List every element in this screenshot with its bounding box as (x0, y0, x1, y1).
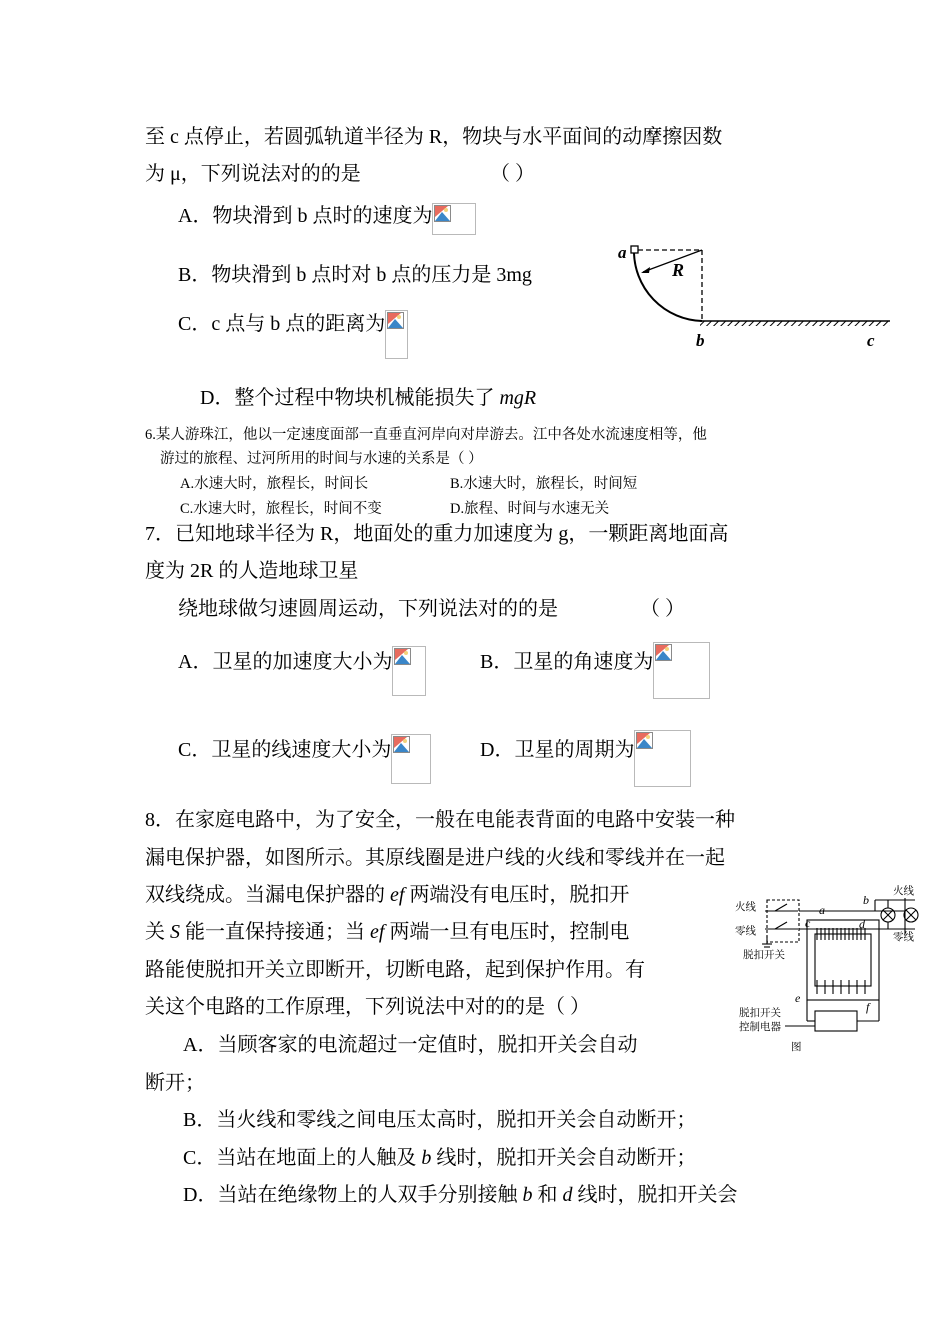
q7-option-d-text: D．卫星的周期为 (480, 739, 635, 761)
q8-option-a-line1: A．当顾客家的电流超过一定值时，脱扣开关会自动 (183, 1034, 638, 1056)
q8-option-d-rest: 线时，脱扣开关会 (572, 1184, 738, 1206)
q7-line2: 度为 2R 的人造地球卫星 (145, 560, 359, 582)
q8-line1: 8．在家庭电路中，为了安全，一般在电能表背面的电路中安装一种 (145, 809, 735, 831)
q8-line6: 关这个电路的工作原理，下列说法中对的的是（ ） (145, 996, 590, 1018)
block (631, 246, 638, 253)
q8-line3-b: 两端没有电压时，脱扣开 (404, 884, 630, 906)
broken-image-icon (655, 644, 672, 661)
q6-option-c: C.水速大时，旅程长，时间不变 (180, 501, 382, 517)
broken-image-icon (434, 205, 451, 222)
q8-option-c-a: C．当站在地面上的人触及 (183, 1147, 422, 1169)
q7-option-a-text: A．卫星的加速度大小为 (178, 651, 393, 673)
formula-image (391, 734, 431, 784)
q5-option-c-text: C．c 点与 b 点的距离为 (178, 313, 386, 335)
q8-line4-S: S (170, 921, 180, 943)
q5-option-d (200, 386, 536, 410)
q7-option-c (178, 738, 431, 784)
broken-image-icon (636, 732, 653, 749)
formula-image (653, 642, 710, 699)
label-c: c (867, 331, 875, 350)
q7-option-a (178, 650, 426, 696)
formula-image (432, 203, 476, 235)
q7-line1: 7．已知地球半径为 R，地面处的重力加速度为 g，一颗距离地面高 (145, 523, 729, 545)
q8-option-d-and: 和 (532, 1184, 563, 1206)
q8-option-a-line2: 断开； (145, 1072, 205, 1094)
q8-option-c-rest: 线时，脱扣开关会自动断开； (431, 1147, 697, 1169)
q5-option-d-italic: mgR (499, 387, 537, 409)
q7-option-d (480, 738, 691, 787)
q8-line4-b: 能一直保持接通；当 (180, 921, 370, 943)
q6-line1: 6.某人游珠江，他以一定速度面部一直垂直河岸向对岸游去。江中各处水流速度相等，他 (145, 427, 707, 443)
q8-option-d (183, 1183, 737, 1207)
label-a: a (618, 243, 627, 262)
q8-option-d-b: b (522, 1184, 533, 1206)
label-huoxian-right: 火线 (893, 886, 914, 897)
q8-line3 (145, 883, 629, 907)
label-R: R (672, 260, 685, 280)
q6-option-d: D.旅程、时间与水速无关 (450, 501, 610, 517)
label-huoxian-left: 火线 (735, 902, 756, 913)
q5-paren: （ ） (490, 163, 535, 185)
q8-line4-ef: ef (370, 921, 385, 943)
q8-line3-ef: ef (390, 884, 405, 906)
label-lingxian-left: 零线 (735, 926, 756, 937)
q8-option-c (183, 1146, 696, 1170)
q8-line4-c: 两端一旦有电压时，控制电 (384, 921, 630, 943)
q8-line5: 路能使脱扣开关立即断开，切断电路，起到保护作用。有 (145, 959, 645, 981)
formula-image (392, 646, 426, 696)
q6-line2: 游过的旅程、过河所用的时间与水速的关系是（ ） (160, 451, 483, 467)
q7-paren: （ ） (640, 598, 685, 620)
figure-caption: 图 (791, 1042, 802, 1053)
label-ctrl-line2: 控制电器 (739, 1022, 781, 1033)
label-lingxian-right: 零线 (893, 932, 914, 943)
q7-option-c-text: C．卫星的线速度大小为 (178, 739, 392, 761)
q5-option-a-text: A．物块滑到 b 点时的速度为 (178, 205, 433, 227)
q8-line4-a: 关 (145, 921, 170, 943)
label-a: a (819, 903, 825, 917)
q5-option-d-text: D．整个过程中物块机械能损失了 (200, 387, 500, 409)
q5-option-a (178, 204, 476, 235)
label-ctrl-line1: 脱扣开关 (739, 1008, 781, 1019)
label-c: c (805, 916, 811, 930)
leakage-protector-figure (725, 878, 925, 1063)
label-e: e (795, 991, 801, 1005)
formula-image (385, 310, 408, 359)
q6-option-a: A.水速大时，旅程长，时间长 (180, 476, 369, 492)
q8-option-c-b: b (421, 1147, 432, 1169)
broken-image-icon (393, 736, 410, 753)
label-f: f (866, 1000, 870, 1014)
broken-image-icon (394, 648, 411, 665)
q8-line3-a: 双线绕成。当漏电保护器的 (145, 884, 390, 906)
arc-track (634, 250, 702, 321)
q8-line4 (145, 920, 629, 944)
q8-option-b: B．当火线和零线之间电压太高时，脱扣开关会自动断开； (183, 1109, 697, 1131)
label-switch: 脱扣开关 (743, 950, 785, 961)
q6-option-b: B.水速大时，旅程长，时间短 (450, 476, 638, 492)
label-d: d (859, 917, 865, 931)
arc-track-figure (610, 238, 900, 353)
radius-arrow (641, 267, 650, 273)
q8-option-d-a: D．当站在绝缘物上的人双手分别接触 (183, 1184, 523, 1206)
q5-line1: 至 c 点停止，若圆弧轨道半径为 R，物块与水平面间的动摩擦因数 (145, 126, 723, 148)
q8-line2: 漏电保护器，如图所示。其原线圈是进户线的火线和零线并在一起 (145, 847, 725, 869)
q7-option-b-text: B．卫星的角速度为 (480, 651, 654, 673)
broken-image-icon (387, 312, 404, 329)
label-b: b (696, 331, 705, 350)
q7-line3: 绕地球做匀速圆周运动，下列说法对的的是 (178, 598, 558, 620)
q7-option-b (480, 650, 710, 699)
label-b: b (863, 893, 869, 907)
q5-line2: 为 μ，下列说法对的的是 (145, 163, 361, 185)
q5-option-b: B．物块滑到 b 点时对 b 点的压力是 3mg (178, 264, 532, 286)
q8-option-d-d: d (562, 1184, 573, 1206)
q5-option-c (178, 312, 408, 359)
formula-image (634, 730, 691, 787)
